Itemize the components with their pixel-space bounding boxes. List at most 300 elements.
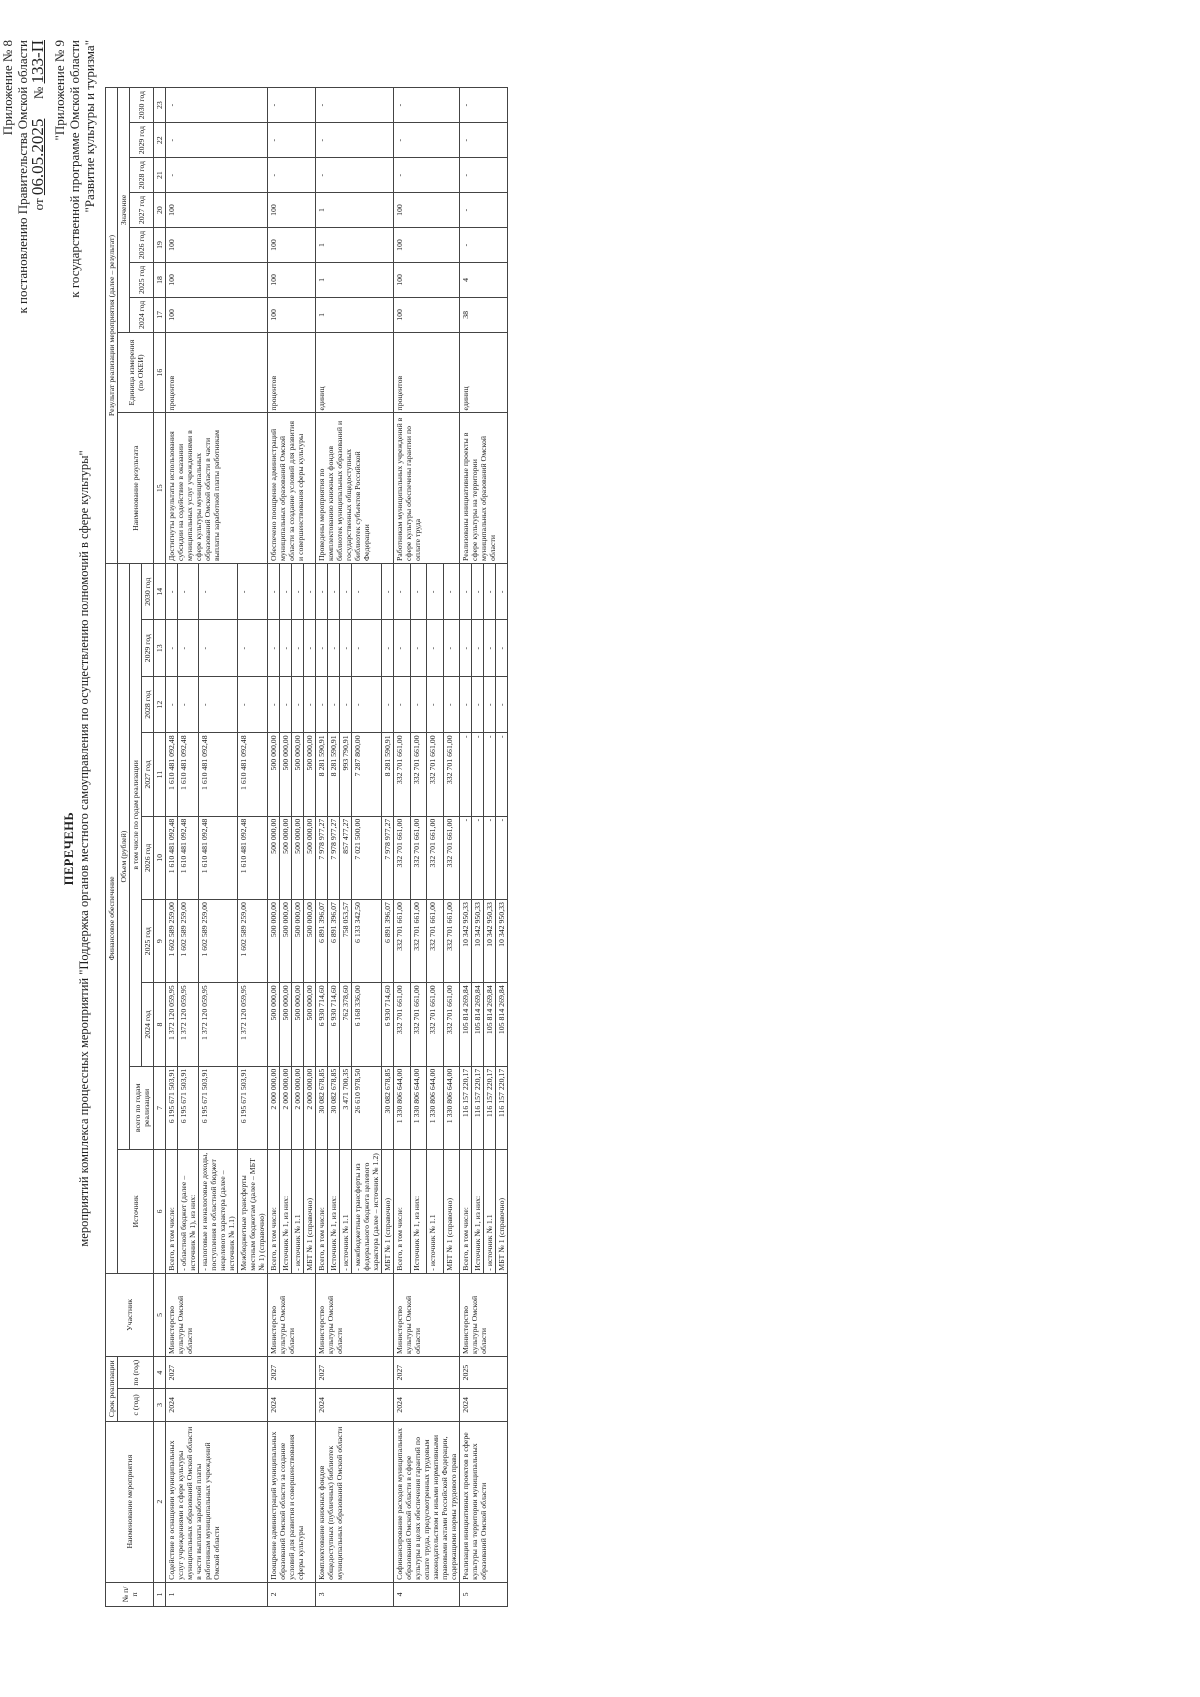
amount-y25: 6 891 396,07	[328, 900, 340, 983]
funding-source: Источник № 1, из них:	[410, 1150, 427, 1274]
amount-y25: 332 701 661,00	[394, 900, 411, 983]
column-number: 4	[154, 1357, 166, 1389]
amount-y27: 8 281 590,91	[316, 733, 328, 816]
amount-total: 3 471 700,35	[340, 1066, 352, 1149]
amount-y27: 8 281 590,91	[328, 733, 340, 816]
column-number: 7	[154, 1066, 166, 1149]
column-number: 8	[154, 983, 166, 1066]
column-number: 15	[154, 413, 166, 564]
amount-y24: 105 814 269,84	[460, 983, 472, 1066]
program-reference: к государственной программе Омской области	[67, 40, 82, 298]
amount-y25: 1 602 589 259,00	[178, 900, 199, 983]
result-value: -	[166, 158, 268, 193]
amount-y30: -	[394, 564, 411, 620]
header-name: Наименование мероприятия	[106, 1421, 154, 1582]
funding-source: - межбюджетные трансферты из федерального бюджета целевого характера (далее – источник № 1.2)	[352, 1150, 382, 1274]
amount-y25: 10 342 950,33	[484, 900, 496, 983]
decree-reference: к постановлению Правительства Омской области	[15, 40, 30, 314]
amount-y28: -	[178, 676, 199, 732]
amount-y28: -	[166, 676, 178, 732]
column-number: 1	[154, 1582, 166, 1606]
amount-total: 2 000 000,00	[268, 1066, 280, 1149]
amount-y26: 1 610 481 092,48	[178, 816, 199, 899]
result-value: 1	[316, 228, 394, 263]
amount-y24: 500 000,00	[304, 983, 316, 1066]
amount-y27: 1 610 481 092,48	[166, 733, 178, 816]
program-annex-label: "Приложение № 9	[52, 40, 67, 141]
amount-total: 116 157 220,17	[484, 1066, 496, 1149]
result-value: -	[394, 123, 460, 158]
result-value: 4	[460, 262, 508, 297]
header-finance: Финансовое обеспечение	[106, 564, 118, 1274]
funding-source: Всего, в том числе:	[460, 1150, 472, 1274]
amount-y27: 332 701 661,00	[443, 733, 460, 816]
amount-y30: -	[166, 564, 178, 620]
document-title	[62, 0, 92, 1697]
table-row	[268, 88, 280, 1607]
table-row	[460, 88, 472, 1607]
amount-y30: -	[178, 564, 199, 620]
amount-y24: 332 701 661,00	[410, 983, 427, 1066]
amount-y26: 7 021 500,00	[352, 816, 382, 899]
amount-y24: 500 000,00	[268, 983, 280, 1066]
amount-y26: 332 701 661,00	[427, 816, 444, 899]
amount-y24: 762 378,60	[340, 983, 352, 1066]
funding-source: - источник № 1.1	[484, 1150, 496, 1274]
row-number: 1	[166, 1582, 268, 1606]
amount-total: 6 195 671 503,91	[238, 1066, 268, 1149]
column-number: 10	[154, 816, 166, 899]
amount-y28: -	[268, 676, 280, 732]
amount-y28: -	[238, 676, 268, 732]
amount-y25: 10 342 950,33	[460, 900, 472, 983]
result-value: -	[268, 123, 316, 158]
result-value: -	[460, 158, 508, 193]
measure-name: Поощрение администраций муниципальных образований Омской области за создание условий для развития и совершенствования сферы культуры	[268, 1421, 316, 1582]
amount-y26: 7 978 977,27	[328, 816, 340, 899]
measure-name: Содействие в оснащении муниципальных услуг учреждениями в сфере культуры муниципальных образований Омской области в части выплаты заработной платы работникам муниципальных учреждений Омской области	[166, 1421, 268, 1582]
row-number: 5	[460, 1582, 508, 1606]
amount-y27: 1 610 481 092,48	[178, 733, 199, 816]
amount-y24: 1 372 120 059,95	[166, 983, 178, 1066]
term-from: 2024	[268, 1389, 316, 1421]
amount-y28: -	[410, 676, 427, 732]
table-row	[394, 88, 411, 1607]
result-value: 100	[268, 297, 316, 332]
result-value: -	[316, 123, 394, 158]
amount-y24: 105 814 269,84	[472, 983, 484, 1066]
amount-y27: 332 701 661,00	[394, 733, 411, 816]
header-y2024: 2024 год	[142, 983, 154, 1066]
column-number: 22	[154, 123, 166, 158]
amount-total: 2 000 000,00	[292, 1066, 304, 1149]
result-value: -	[460, 228, 508, 263]
result-value: 100	[166, 262, 268, 297]
amount-total: 6 195 671 503,91	[199, 1066, 238, 1149]
amount-total: 6 195 671 503,91	[178, 1066, 199, 1149]
amount-y26: 1 610 481 092,48	[238, 816, 268, 899]
header-from: с (год)	[118, 1389, 154, 1421]
amount-y30: -	[292, 564, 304, 620]
column-number: 21	[154, 158, 166, 193]
column-number: 6	[154, 1150, 166, 1274]
amount-y30: -	[496, 564, 508, 620]
amount-y24: 1 372 120 059,95	[238, 983, 268, 1066]
amount-y27: -	[496, 733, 508, 816]
amount-y30: -	[443, 564, 460, 620]
measure-name: Софинансирование расходов муниципальных образований Омской области в сфере культуры в целях обеспечения гарантий по оплате труда, предусмотренных трудовым законодательством и иными нормативными правовыми актами Российской Федерации, содержащими нормы трудового права	[394, 1421, 460, 1582]
amount-y29: -	[238, 620, 268, 676]
amount-y28: -	[280, 676, 292, 732]
amount-y29: -	[443, 620, 460, 676]
header-r2029: 2029 год	[130, 123, 154, 158]
amount-y25: 10 342 950,33	[472, 900, 484, 983]
header-term: Срок реализации	[106, 1357, 118, 1422]
amount-total: 116 157 220,17	[496, 1066, 508, 1149]
column-numbers-row	[154, 88, 166, 1607]
amount-y25: 1 602 589 259,00	[166, 900, 178, 983]
decree-number: 133-П	[28, 40, 47, 84]
header-y2025: 2025 год	[142, 900, 154, 983]
amount-y24: 105 814 269,84	[484, 983, 496, 1066]
amount-y26: 332 701 661,00	[443, 816, 460, 899]
result-value: 100	[166, 193, 268, 228]
amount-total: 116 157 220,17	[460, 1066, 472, 1149]
term-to: 2027	[268, 1357, 316, 1389]
result-unit: единиц	[460, 332, 508, 413]
amount-y24: 500 000,00	[292, 983, 304, 1066]
funding-source: МБТ № 1 (справочно)	[496, 1150, 508, 1274]
amount-y30: -	[352, 564, 382, 620]
amount-y28: -	[199, 676, 238, 732]
amount-y25: 332 701 661,00	[427, 900, 444, 983]
amount-y24: 6 168 336,00	[352, 983, 382, 1066]
amount-y28: -	[394, 676, 411, 732]
amount-total: 30 082 678,85	[328, 1066, 340, 1149]
result-value: 100	[268, 193, 316, 228]
term-from: 2024	[316, 1389, 394, 1421]
decree-date-number: от 06.05.2025 № 133-П	[28, 40, 47, 211]
result-name: Реализованы инициативные проекты в сфере культуры на территории муниципальных образований Омской области	[460, 413, 508, 564]
result-value: -	[394, 158, 460, 193]
column-number: 14	[154, 564, 166, 620]
result-value: 100	[166, 297, 268, 332]
amount-y29: -	[268, 620, 280, 676]
amount-y30: -	[268, 564, 280, 620]
amount-y28: -	[316, 676, 328, 732]
table-body	[166, 88, 508, 1607]
amount-total: 2 000 000,00	[280, 1066, 292, 1149]
header-r2025: 2025 год	[130, 262, 154, 297]
amount-y29: -	[427, 620, 444, 676]
participant: Министерство культуры Омской области	[268, 1273, 316, 1356]
amount-y27: 500 000,00	[268, 733, 280, 816]
funding-source: Источник № 1, из них:	[328, 1150, 340, 1274]
amount-y26: 500 000,00	[304, 816, 316, 899]
amount-total: 2 000 000,00	[304, 1066, 316, 1149]
amount-y28: -	[443, 676, 460, 732]
amount-total: 26 610 978,50	[352, 1066, 382, 1149]
amount-y29: -	[199, 620, 238, 676]
funding-source: Всего, в том числе:	[268, 1150, 280, 1274]
amount-y28: -	[472, 676, 484, 732]
amount-y30: -	[382, 564, 394, 620]
amount-y30: -	[460, 564, 472, 620]
table-row	[166, 88, 178, 1607]
amount-y29: -	[292, 620, 304, 676]
amount-y24: 1 372 120 059,95	[199, 983, 238, 1066]
amount-y28: -	[328, 676, 340, 732]
header-volume: Объем (рублей)	[118, 564, 130, 1150]
funding-source: Всего, в том числе:	[166, 1150, 178, 1274]
result-value: 100	[394, 297, 460, 332]
result-value: -	[166, 88, 268, 123]
header-r2027: 2027 год	[130, 193, 154, 228]
amount-y29: -	[304, 620, 316, 676]
amount-y29: -	[460, 620, 472, 676]
term-to: 2027	[394, 1357, 460, 1389]
amount-y29: -	[316, 620, 328, 676]
term-from: 2024	[460, 1389, 508, 1421]
amount-y28: -	[484, 676, 496, 732]
amount-y24: 332 701 661,00	[427, 983, 444, 1066]
amount-y25: 1 602 589 259,00	[238, 900, 268, 983]
result-unit: процентов	[166, 332, 268, 413]
row-number: 3	[316, 1582, 394, 1606]
funding-source: Всего, в том числе:	[316, 1150, 328, 1274]
result-name: Работникам муниципальных учреждений в сфере культуры обеспечены гарантии по оплате труда	[394, 413, 460, 564]
term-to: 2027	[166, 1357, 268, 1389]
amount-y26: -	[472, 816, 484, 899]
amount-y24: 332 701 661,00	[443, 983, 460, 1066]
result-value: -	[268, 158, 316, 193]
column-number: 11	[154, 733, 166, 816]
funding-source: МБТ № 1 (справочно)	[443, 1150, 460, 1274]
result-value: 1	[316, 297, 394, 332]
funding-source: Источник № 1, из них:	[472, 1150, 484, 1274]
amount-y29: -	[410, 620, 427, 676]
amount-y30: -	[328, 564, 340, 620]
amount-y30: -	[472, 564, 484, 620]
amount-y25: 500 000,00	[304, 900, 316, 983]
measure-name: Реализация инициативных проектов в сфере культуры на территории муниципальных образований Омской области	[460, 1421, 508, 1582]
result-name: Проведены мероприятия по комплектованию книжных фондов библиотек муниципальных образований и государственных общедоступных библиотек субъектов Российской Федерации	[316, 413, 394, 564]
header-no: № п/п	[106, 1582, 154, 1606]
column-number: 16	[154, 332, 166, 413]
column-number: 18	[154, 262, 166, 297]
amount-y30: -	[199, 564, 238, 620]
column-number: 17	[154, 297, 166, 332]
result-value: -	[460, 123, 508, 158]
amount-y29: -	[328, 620, 340, 676]
funding-source: Межбюджетные трансферты местным бюджетам (далее – МБТ № 1) (справочно)	[238, 1150, 268, 1274]
result-value: 38	[460, 297, 508, 332]
header-y2026: 2026 год	[142, 816, 154, 899]
result-name: Достигнуты результаты использования субсидии на содействие в оказании муниципальных услуг учреждениями в сфере культуры муниципальных образований Омской области в части выплаты заработной платы работникам	[166, 413, 268, 564]
amount-y29: -	[166, 620, 178, 676]
amount-y25: 500 000,00	[292, 900, 304, 983]
decree-date: 06.05.2025	[28, 118, 47, 196]
result-value: -	[394, 88, 460, 123]
table-row	[316, 88, 328, 1607]
amount-y27: 1 610 481 092,48	[199, 733, 238, 816]
amount-y26: -	[460, 816, 472, 899]
column-number: 13	[154, 620, 166, 676]
amount-y25: 500 000,00	[268, 900, 280, 983]
result-value: 100	[268, 262, 316, 297]
title-sub: мероприятий комплекса процессных мероприятий "Поддержка органов местного самоуправления по осуществлению полномочий в сфере культуры"	[77, 450, 91, 1247]
amount-y30: -	[280, 564, 292, 620]
amount-total: 1 330 806 644,00	[443, 1066, 460, 1149]
amount-y26: 1 610 481 092,48	[199, 816, 238, 899]
amount-y29: -	[340, 620, 352, 676]
header-unit: Единица измерения (по ОКЕИ)	[118, 332, 154, 413]
funding-source: - налоговые и неналоговые доходы, поступления в областной бюджет нецелевого характера (далее – источник № 1.1)	[199, 1150, 238, 1274]
column-number: 19	[154, 228, 166, 263]
participant: Министерство культуры Омской области	[460, 1273, 508, 1356]
participant: Министерство культуры Омской области	[166, 1273, 268, 1356]
amount-y24: 6 930 714,60	[316, 983, 328, 1066]
amount-y25: 10 342 950,33	[496, 900, 508, 983]
term-to: 2025	[460, 1357, 508, 1389]
funding-source: - источник № 1.1	[427, 1150, 444, 1274]
amount-y26: 1 610 481 092,48	[166, 816, 178, 899]
program-name: "Развитие культуры и туризма"	[82, 40, 97, 213]
amount-y27: 500 000,00	[304, 733, 316, 816]
amount-y24: 6 930 714,60	[382, 983, 394, 1066]
funding-source: - источник № 1.1	[340, 1150, 352, 1274]
result-value: 1	[316, 262, 394, 297]
amount-y29: -	[472, 620, 484, 676]
amount-y30: -	[238, 564, 268, 620]
header-results: Результат реализации мероприятия (далее – результат)	[106, 88, 118, 564]
amount-y28: -	[427, 676, 444, 732]
column-number: 5	[154, 1273, 166, 1356]
amount-y25: 6 891 396,07	[382, 900, 394, 983]
header-result-name: Наименование результата	[118, 413, 154, 564]
header-participant: Участник	[106, 1273, 154, 1356]
result-value: 100	[268, 228, 316, 263]
header-y2027: 2027 год	[142, 733, 154, 816]
header-r2024: 2024 год	[130, 297, 154, 332]
amount-y28: -	[352, 676, 382, 732]
amount-y30: -	[427, 564, 444, 620]
row-number: 2	[268, 1582, 316, 1606]
amount-y26: 7 978 977,27	[382, 816, 394, 899]
amount-y25: 332 701 661,00	[410, 900, 427, 983]
amount-y26: 500 000,00	[280, 816, 292, 899]
funding-source: - источник № 1.1	[292, 1150, 304, 1274]
amount-y24: 1 372 120 059,95	[178, 983, 199, 1066]
amount-y28: -	[496, 676, 508, 732]
amount-y30: -	[304, 564, 316, 620]
amount-y27: 7 287 800,00	[352, 733, 382, 816]
term-to: 2027	[316, 1357, 394, 1389]
result-unit: единиц	[316, 332, 394, 413]
column-number: 23	[154, 88, 166, 123]
amount-total: 116 157 220,17	[472, 1066, 484, 1149]
result-value: -	[268, 88, 316, 123]
funding-source: - областной бюджет (далее – источник № 1), из них:	[178, 1150, 199, 1274]
result-value: 100	[394, 193, 460, 228]
result-value: 100	[394, 228, 460, 263]
participant: Министерство культуры Омской области	[394, 1273, 460, 1356]
amount-y26: 332 701 661,00	[410, 816, 427, 899]
row-number: 4	[394, 1582, 460, 1606]
column-number: 20	[154, 193, 166, 228]
amount-y30: -	[484, 564, 496, 620]
funding-source: Источник № 1, из них:	[280, 1150, 292, 1274]
amount-total: 1 330 806 644,00	[394, 1066, 411, 1149]
result-value: 1	[316, 193, 394, 228]
result-value: -	[316, 158, 394, 193]
amount-y25: 6 133 342,50	[352, 900, 382, 983]
amount-y25: 332 701 661,00	[443, 900, 460, 983]
result-value: -	[460, 193, 508, 228]
amount-y24: 105 814 269,84	[496, 983, 508, 1066]
amount-y29: -	[394, 620, 411, 676]
amount-y28: -	[382, 676, 394, 732]
amount-y29: -	[382, 620, 394, 676]
amount-y26: -	[496, 816, 508, 899]
amount-total: 30 082 678,85	[382, 1066, 394, 1149]
term-from: 2024	[166, 1389, 268, 1421]
header-by-years: в том числе по годам реализации	[130, 564, 142, 1067]
measure-name: Комплектование книжных фондов общедоступных (публичных) библиотек муниципальных образований Омской области	[316, 1421, 394, 1582]
amount-y27: 332 701 661,00	[410, 733, 427, 816]
amount-y27: 500 000,00	[280, 733, 292, 816]
amount-y26: 7 978 977,27	[316, 816, 328, 899]
column-number: 12	[154, 676, 166, 732]
amount-y24: 6 930 714,60	[328, 983, 340, 1066]
result-value: -	[460, 88, 508, 123]
amount-y25: 500 000,00	[280, 900, 292, 983]
column-number: 9	[154, 900, 166, 983]
funding-source: МБТ № 1 (справочно)	[382, 1150, 394, 1274]
result-value: 100	[394, 262, 460, 297]
amount-y25: 758 053,57	[340, 900, 352, 983]
amount-total: 6 195 671 503,91	[166, 1066, 178, 1149]
amount-total: 30 082 678,85	[316, 1066, 328, 1149]
amount-y29: -	[484, 620, 496, 676]
amount-y30: -	[316, 564, 328, 620]
header-y2028: 2028 год	[142, 676, 154, 732]
amount-y27: 993 790,91	[340, 733, 352, 816]
amount-y27: -	[484, 733, 496, 816]
result-unit: процентов	[394, 332, 460, 413]
header-y2029: 2029 год	[142, 620, 154, 676]
amount-y28: -	[292, 676, 304, 732]
annex-label: Приложение № 8	[0, 40, 15, 136]
measures-table	[105, 87, 508, 1607]
funding-source: Всего, в том числе:	[394, 1150, 411, 1274]
amount-total: 1 330 806 644,00	[410, 1066, 427, 1149]
amount-y30: -	[410, 564, 427, 620]
funding-source: МБТ № 1 (справочно)	[304, 1150, 316, 1274]
amount-y26: 500 000,00	[268, 816, 280, 899]
amount-y25: 6 891 396,07	[316, 900, 328, 983]
header-r2030: 2030 год	[130, 88, 154, 123]
amount-y26: -	[484, 816, 496, 899]
column-number: 3	[154, 1389, 166, 1421]
amount-y29: -	[352, 620, 382, 676]
amount-y27: -	[472, 733, 484, 816]
amount-y28: -	[460, 676, 472, 732]
amount-y25: 1 602 589 259,00	[199, 900, 238, 983]
header-r2026: 2026 год	[130, 228, 154, 263]
column-number: 2	[154, 1421, 166, 1582]
header-y2030: 2030 год	[142, 564, 154, 620]
